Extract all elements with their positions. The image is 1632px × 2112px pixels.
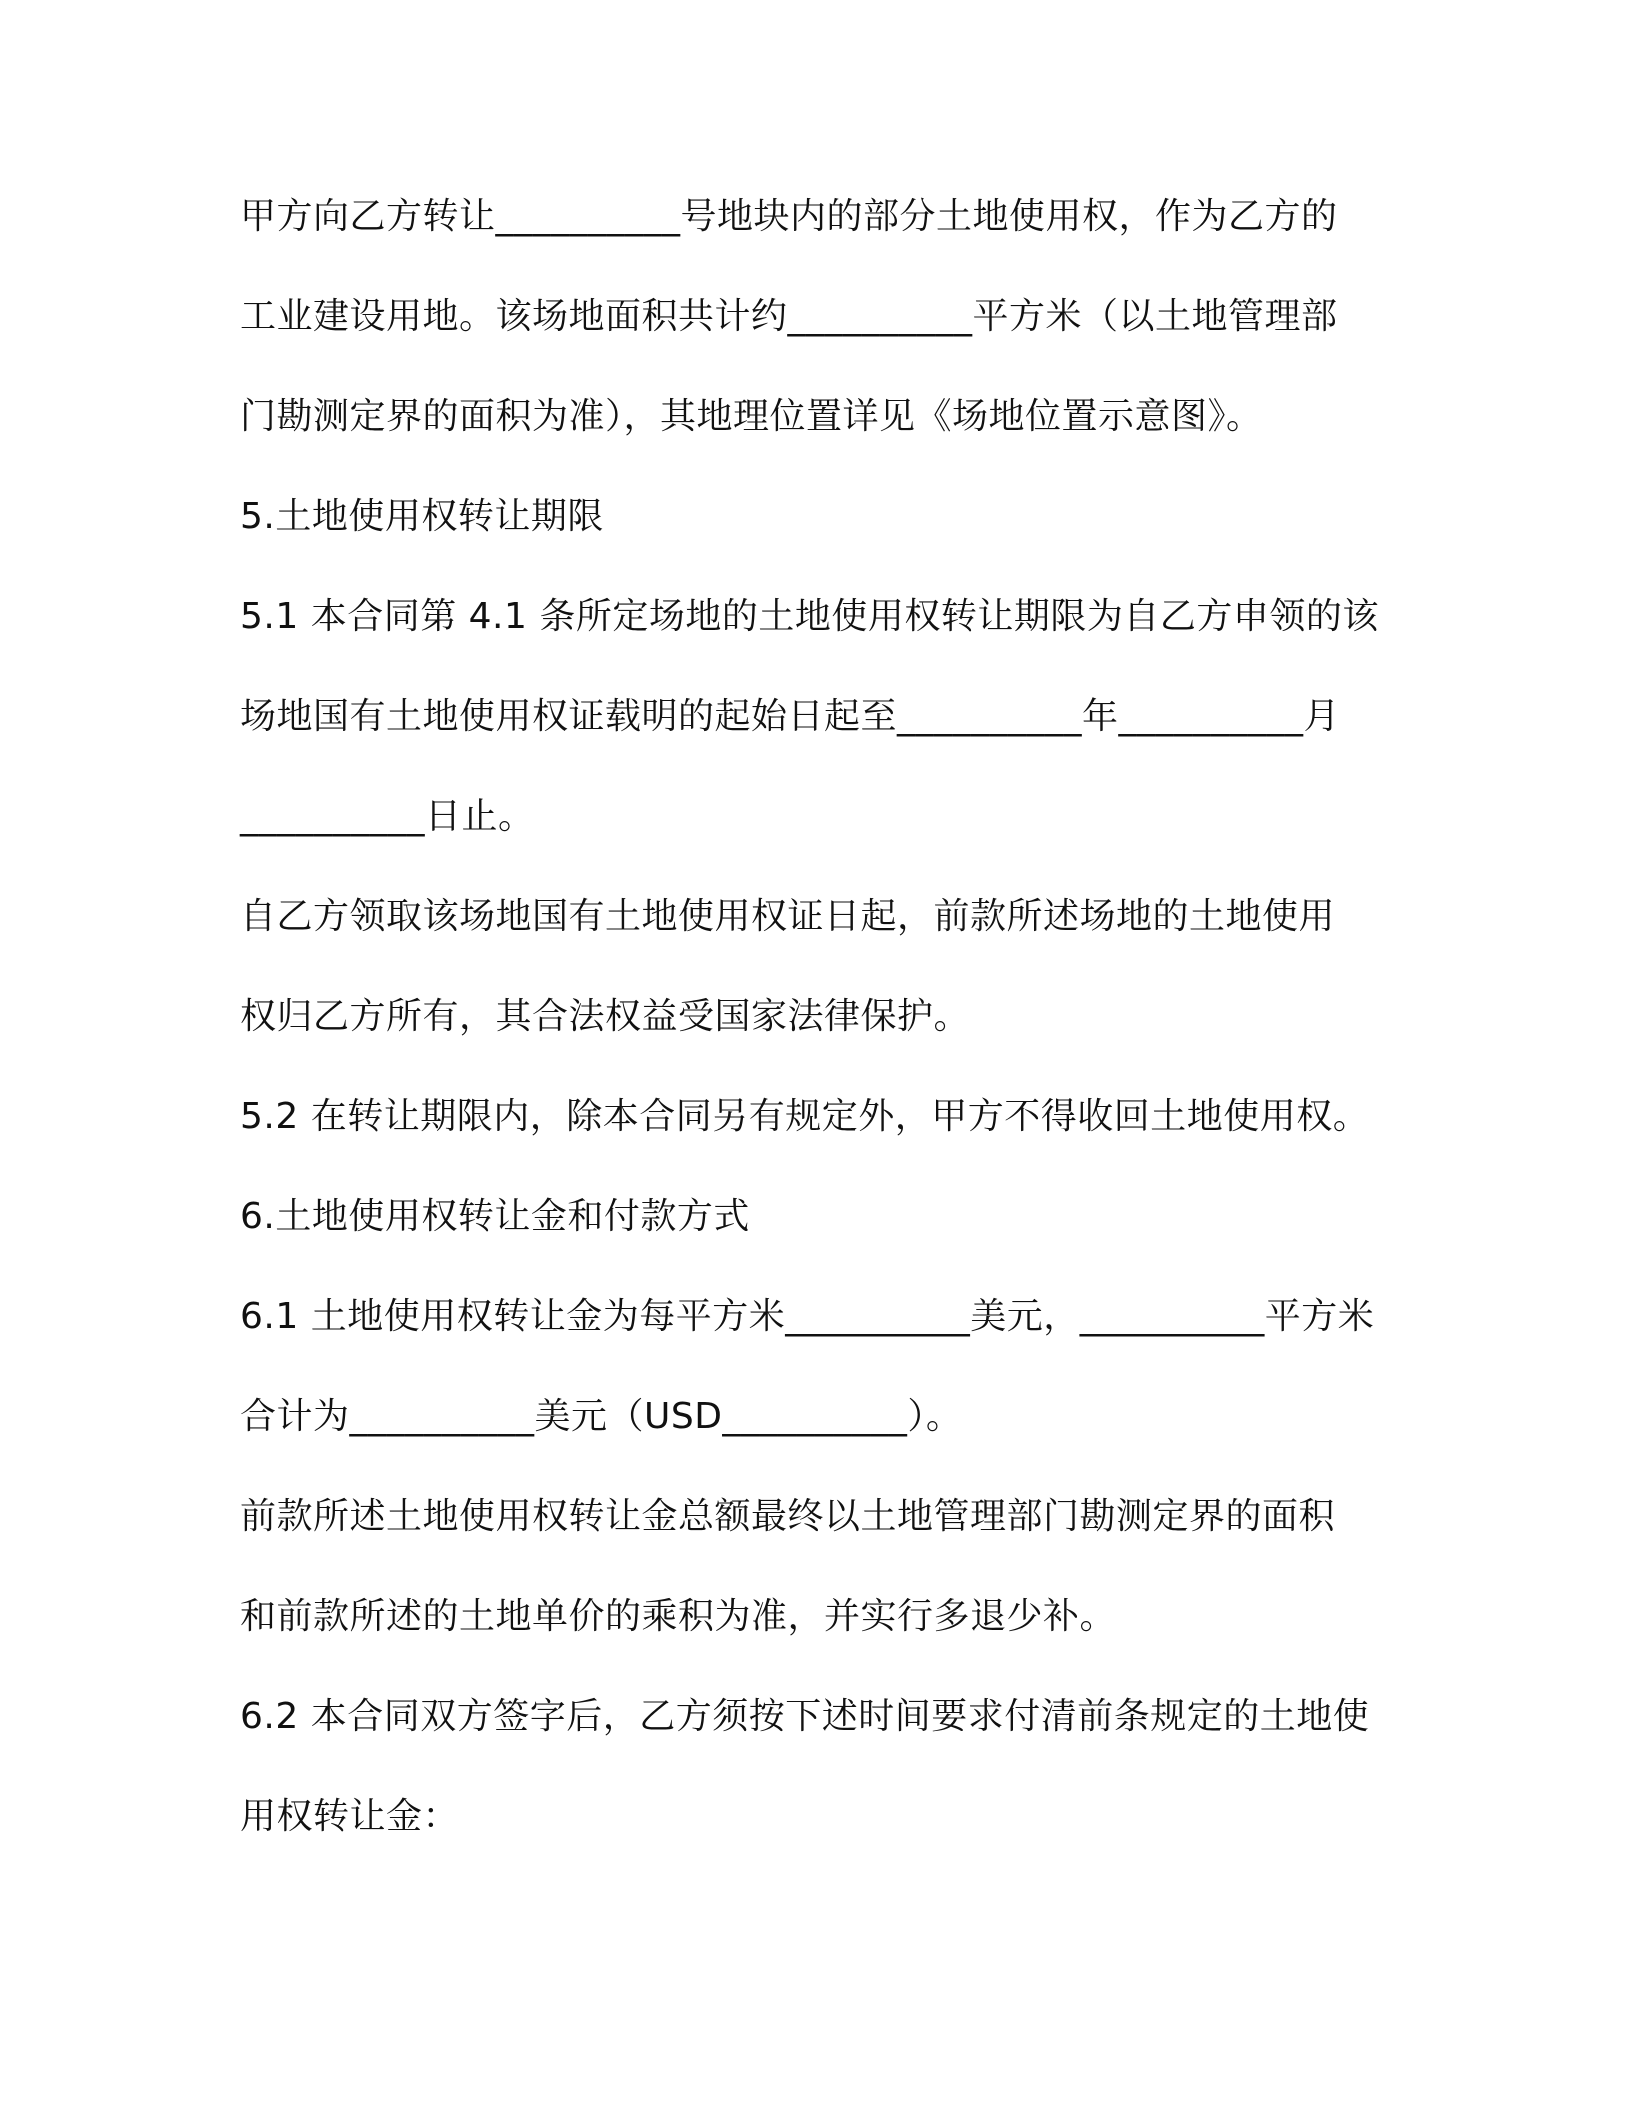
- text-line: 前款所述土地使用权转让金总额最终以土地管理部门勘测定界的面积: [240, 1496, 1336, 1537]
- text-line: 和前款所述的土地单价的乘积为准，并实行多退少补。: [240, 1596, 1117, 1637]
- text-line: 场地国有土地使用权证载明的起始日起至__________年__________月: [240, 696, 1341, 737]
- text-line: 工业建设用地。该场地面积共计约__________平方米（以土地管理部: [240, 296, 1338, 337]
- text-line: 门勘测定界的面积为准），其地理位置详见《场地位置示意图》。: [240, 396, 1263, 437]
- text-line: 权归乙方所有，其合法权益受国家法律保护。: [240, 996, 971, 1037]
- text-line: 甲方向乙方转让__________号地块内的部分土地使用权，作为乙方的: [240, 196, 1338, 237]
- text-line: 5.1 本合同第 4.1 条所定场地的土地使用权转让期限为自乙方申领的该: [240, 596, 1379, 637]
- text-line: 合计为__________美元（USD__________）。: [240, 1396, 963, 1437]
- section-heading: 6.土地使用权转让金和付款方式: [240, 1196, 750, 1237]
- text-line: 6.1 土地使用权转让金为每平方米__________美元，__________平方米: [240, 1296, 1375, 1337]
- text-line: __________日止。: [240, 796, 535, 837]
- text-line: 用权转让金：: [240, 1796, 460, 1837]
- text-line: 6.2 本合同双方签字后，乙方须按下述时间要求付清前条规定的土地使: [240, 1696, 1370, 1737]
- text-line: 自乙方领取该场地国有土地使用权证日起，前款所述场地的土地使用: [240, 896, 1336, 937]
- section-heading: 5.土地使用权转让期限: [240, 496, 604, 537]
- text-line: 5.2 在转让期限内，除本合同另有规定外，甲方不得收回土地使用权。: [240, 1096, 1370, 1137]
